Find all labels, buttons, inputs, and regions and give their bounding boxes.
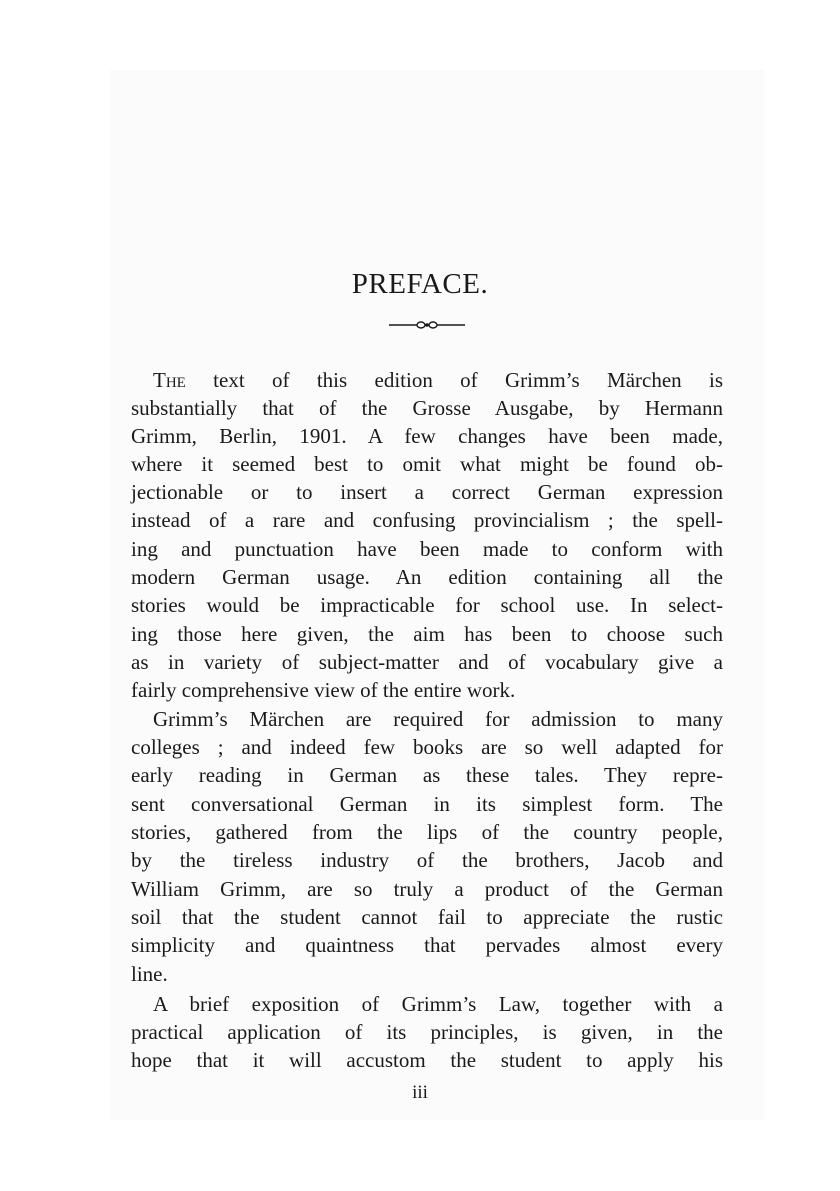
paragraph-1-line-6: instead of a rare and confusing provincialism ; the spell- xyxy=(131,508,723,532)
paragraph-3-line-3: hope that it will accustom the student to apply his xyxy=(131,1048,723,1072)
paragraph-1-line-2: substantially that of the Grosse Ausgabe, by Hermann xyxy=(131,396,723,420)
page-title: PREFACE. xyxy=(351,268,489,300)
paragraph-2-line-9: simplicity and quaintness that pervades almost every xyxy=(131,933,723,957)
paragraph-1-line-3: Grimm, Berlin, 1901. A few changes have been made, xyxy=(131,424,723,448)
page-number: iii xyxy=(412,1082,428,1103)
paragraph-1-line-8: modern German usage. An edition containing all the xyxy=(131,565,723,589)
paragraph-2-line-6: by the tireless industry of the brothers, Jacob and xyxy=(131,848,723,872)
paragraph-2-line-8: soil that the student cannot fail to appreciate the rustic xyxy=(131,905,723,929)
paragraph-2-line-1: Grimm’s Märchen are required for admission to many xyxy=(153,707,723,731)
paragraph-2-line-10: line. xyxy=(131,962,168,986)
paragraph-1-line-11: as in variety of subject-matter and of vocabulary give a xyxy=(131,650,723,674)
paragraph-1-line-1: The text of this edition of Grimm’s Märchen is xyxy=(153,368,723,392)
paragraph-1-line-10: ing those here given, the aim has been to choose such xyxy=(131,622,723,646)
paragraph-2-line-4: sent conversational German in its simplest form. The xyxy=(131,792,723,816)
paragraph-2-line-5: stories, gathered from the lips of the country people, xyxy=(131,820,723,844)
ornament-rule-icon xyxy=(387,318,467,332)
paragraph-2-line-7: William Grimm, are so truly a product of the German xyxy=(131,877,723,901)
paragraph-1-line-4: where it seemed best to omit what might be found ob- xyxy=(131,452,723,476)
paragraph-1-line-9: stories would be impracticable for school use. In select- xyxy=(131,593,723,617)
paragraph-1-line-12: fairly comprehensive view of the entire work. xyxy=(131,678,516,702)
paragraph-3-line-1: A brief exposition of Grimm’s Law, together with a xyxy=(153,992,723,1016)
paragraph-1-line-5: jectionable or to insert a correct German expression xyxy=(131,480,723,504)
paragraph-3-line-2: practical application of its principles, is given, in the xyxy=(131,1020,723,1044)
opening-word: The xyxy=(153,368,186,392)
paragraph-2-line-2: colleges ; and indeed few books are so well adapted for xyxy=(131,735,723,759)
paragraph-2-line-3: early reading in German as these tales. They repre- xyxy=(131,763,723,787)
paragraph-1-line-7: ing and punctuation have been made to conform with xyxy=(131,537,723,561)
